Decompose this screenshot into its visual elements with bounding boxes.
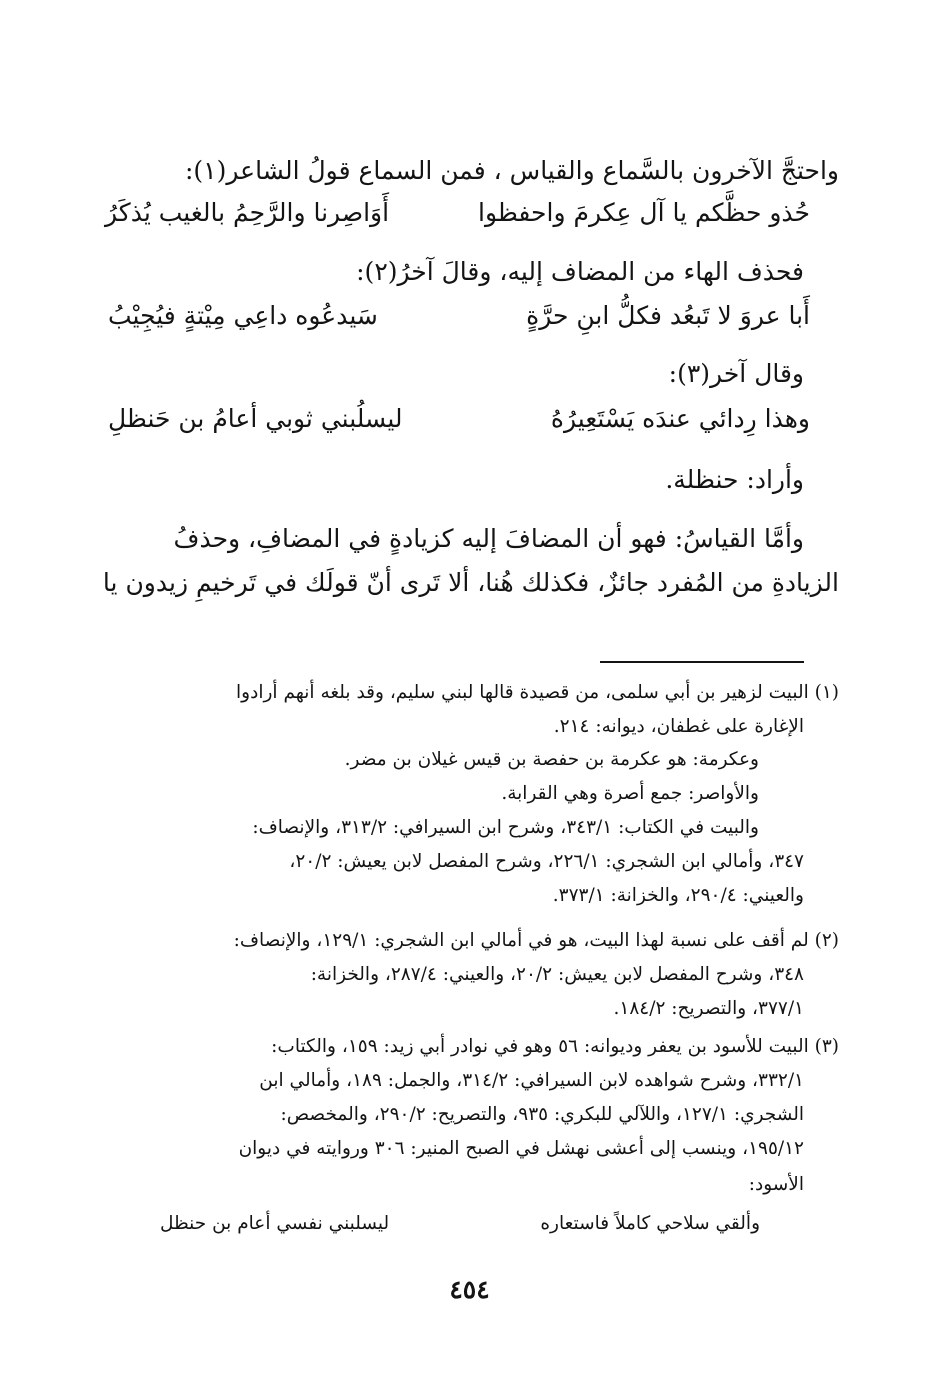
paragraph-5-line-1: وأمَّا القياسُ: فهو أن المضافَ إليه كزيادةٍ في المضافِ، وحذفُ bbox=[173, 524, 804, 553]
footnote-2-line-1: (٢) لم أقف على نسبة لهذا البيت، هو في أمالي ابن الشجري: ١٢٩/١، والإنصاف: bbox=[233, 930, 839, 951]
footnote-separator bbox=[600, 661, 804, 663]
verse-3-first-hemistich: وهذا رِدائي عندَه يَسْتَعِيرُهُ bbox=[550, 404, 810, 433]
verse-1-second-hemistich: أَوَاصِرنا والرَّحِمُ بالغيب يُذكَرُ bbox=[105, 198, 390, 227]
paragraph-3: وقال آخر(٣): bbox=[668, 359, 804, 388]
footnote-3-verse bbox=[160, 1209, 760, 1239]
verse-3 bbox=[108, 399, 810, 439]
footnote-2-line-2: ٣٤٨، وشرح المفصل لابن يعيش: ٢٠/٢، والعيني: ٢٨٧/٤، والخزانة: bbox=[310, 964, 804, 985]
paragraph-5-line-2: الزيادةِ من المُفرد جائزٌ، فكذلك هُنا، ألا تَرى أنّ قولَك في تَرخيمِ زيدون يا bbox=[102, 568, 839, 597]
footnote-3-line-5: الأسود: bbox=[748, 1174, 804, 1195]
footnote-2-line-3: ٣٧٧/١، والتصريح: ١٨٤/٢. bbox=[613, 998, 804, 1019]
footnote-1-line-3: وعكرمة: هو عكرمة بن حفصة بن قيس غيلان بن مضر. bbox=[344, 749, 759, 770]
verse-2 bbox=[108, 296, 810, 336]
footnote-3-line-1: (٣) البيت للأسود بن يعفر وديوانه: ٥٦ وهو في نوادر أبي زيد: ١٥٩، والكتاب: bbox=[271, 1036, 839, 1057]
verse-3-second-hemistich: ليسلُبني ثوبي أعامُ بن حَنظلِ bbox=[108, 404, 403, 433]
footnote-1-line-2: الإغارة على غطفان، ديوانه: ٢١٤. bbox=[553, 716, 804, 737]
footnote-3-line-2: ٣٣٢/١، وشرح شواهده لابن السيرافي: ٣١٤/٢، والجمل: ١٨٩، وأمالي ابن bbox=[259, 1070, 804, 1091]
footnote-3-verse-second-hemistich: ليسلبني نفسي أعام بن حنظل bbox=[160, 1213, 390, 1234]
verse-2-first-hemistich: أَبا عروَ لا تَبعُد فكلُّ ابنِ حرَّةٍ bbox=[526, 301, 810, 330]
footnote-1-line-5: والبيت في الكتاب: ٣٤٣/١، وشرح ابن السيرافي: ٣١٣/٢، والإنصاف: bbox=[252, 817, 759, 838]
paragraph-1: واحتجَّ الآخرون بالسَّماع والقياس ، فمن السماع قولُ الشاعر(١): bbox=[184, 156, 839, 185]
footnote-1-line-6: ٣٤٧، وأمالي ابن الشجري: ٢٢٦/١، وشرح المفصل لابن يعيش: ٢٠/٢، bbox=[289, 851, 804, 872]
page-number: ٤٥٤ bbox=[449, 1275, 490, 1304]
footnote-1-line-4: والأواصر: جمع أصرة وهي القرابة. bbox=[501, 783, 759, 804]
footnote-3-line-4: ١٩٥/١٢، وينسب إلى أعشى نهشل في الصبح المنير: ٣٠٦ وروايته في ديوان bbox=[238, 1138, 804, 1159]
paragraph-4: وأراد: حنظلة. bbox=[665, 465, 804, 494]
verse-1-first-hemistich: حُذو حظَّكم يا آل عِكرمَ واحفظوا bbox=[478, 198, 810, 227]
footnote-1-line-1: (١) البيت لزهير بن أبي سلمى، من قصيدة قالها لبني سليم، وقد بلغه أنهم أرادوا bbox=[236, 682, 839, 703]
footnote-3-verse-first-hemistich: وألقي سلاحي كاملاً فاستعاره bbox=[540, 1213, 760, 1234]
verse-2-second-hemistich: سَيدعُوه داعِي مِيْتةٍ فيُجِيْبُ bbox=[108, 301, 378, 330]
footnote-1-line-7: والعيني: ٢٩٠/٤، والخزانة: ٣٧٣/١. bbox=[552, 885, 804, 906]
footnote-3-line-3: الشجري: ١٢٧/١، واللآلي للبكري: ٩٣٥، والتصريح: ٢٩٠/٢، والمخصص: bbox=[280, 1104, 804, 1125]
paragraph-2: فحذف الهاء من المضاف إليه، وقالَ آخرُ(٢): bbox=[356, 257, 804, 286]
verse-1 bbox=[105, 193, 810, 233]
